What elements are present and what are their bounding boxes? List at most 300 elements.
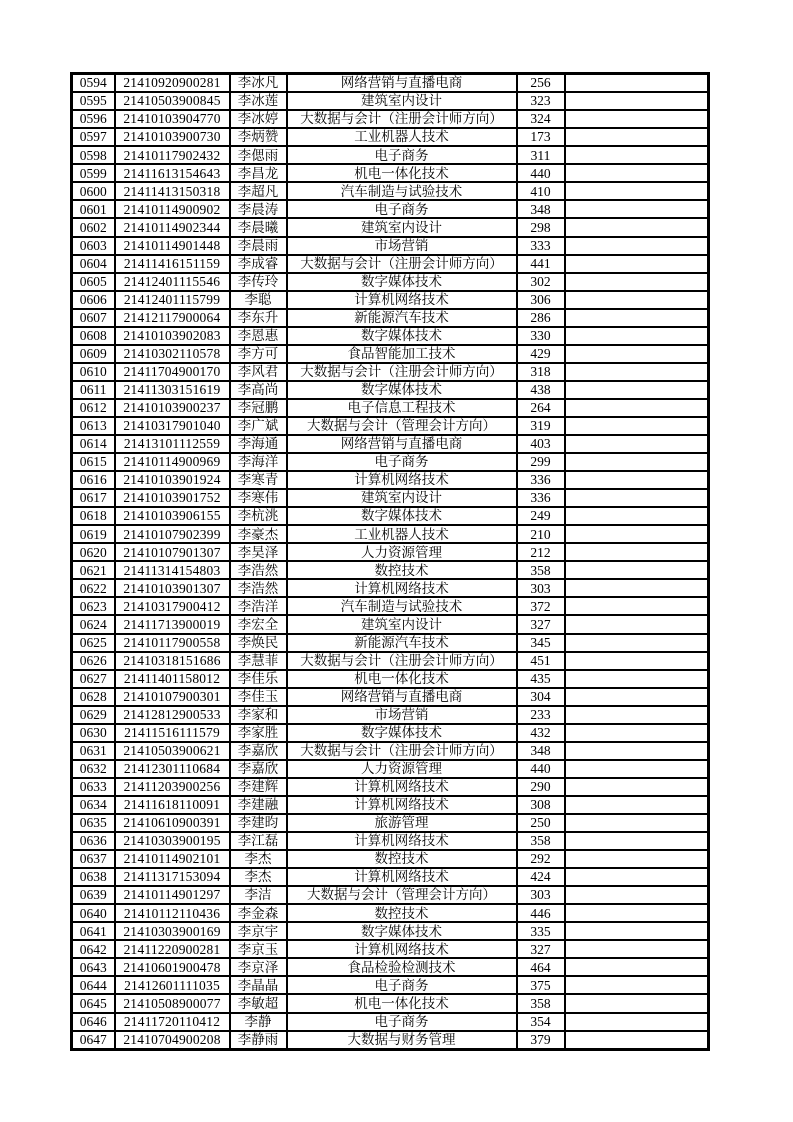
- cell-blank: [565, 345, 709, 363]
- table-row: [72, 904, 709, 922]
- cell-id: 21410114901297: [115, 886, 230, 904]
- cell-id: 21410704900208: [115, 1031, 230, 1050]
- cell-id: 21411713900019: [115, 615, 230, 633]
- cell-id: 21410317901040: [115, 417, 230, 435]
- cell-score: 302: [517, 273, 565, 291]
- cell-seq: 0600: [72, 182, 115, 200]
- cell-id: 21411220900281: [115, 940, 230, 958]
- cell-score: 249: [517, 507, 565, 525]
- cell-score: 173: [517, 128, 565, 146]
- cell-blank: [565, 237, 709, 255]
- cell-score: 348: [517, 200, 565, 218]
- cell-id: 21410103900237: [115, 399, 230, 417]
- cell-major: 数字媒体技术: [287, 507, 517, 525]
- table-row: [72, 1031, 709, 1050]
- cell-blank: [565, 507, 709, 525]
- cell-name: 李金森: [230, 904, 287, 922]
- cell-blank: [565, 634, 709, 652]
- cell-seq: 0611: [72, 381, 115, 399]
- cell-seq: 0626: [72, 652, 115, 670]
- cell-seq: 0640: [72, 904, 115, 922]
- cell-score: 330: [517, 327, 565, 345]
- cell-id: 21411416151159: [115, 255, 230, 273]
- cell-name: 李杰: [230, 850, 287, 868]
- cell-major: 建筑室内设计: [287, 92, 517, 110]
- cell-name: 李冰凡: [230, 74, 287, 93]
- table-row: [72, 940, 709, 958]
- cell-id: 21410103902083: [115, 327, 230, 345]
- cell-id: 21410317900412: [115, 597, 230, 615]
- cell-name: 李传玲: [230, 273, 287, 291]
- cell-major: 计算机网络技术: [287, 778, 517, 796]
- cell-seq: 0628: [72, 688, 115, 706]
- cell-id: 21410107902399: [115, 525, 230, 543]
- cell-major: 人力资源管理: [287, 543, 517, 561]
- cell-name: 李佳玉: [230, 688, 287, 706]
- cell-name: 李京宇: [230, 922, 287, 940]
- cell-seq: 0610: [72, 363, 115, 381]
- cell-blank: [565, 525, 709, 543]
- cell-id: 21411613154643: [115, 164, 230, 182]
- cell-seq: 0634: [72, 796, 115, 814]
- cell-major: 旅游管理: [287, 814, 517, 832]
- cell-seq: 0602: [72, 218, 115, 236]
- cell-major: 大数据与会计（注册会计师方向）: [287, 652, 517, 670]
- cell-blank: [565, 886, 709, 904]
- cell-id: 21411618110091: [115, 796, 230, 814]
- table-row: [72, 164, 709, 182]
- cell-id: 21412401115546: [115, 273, 230, 291]
- cell-score: 324: [517, 110, 565, 128]
- cell-name: 李晨曦: [230, 218, 287, 236]
- cell-seq: 0632: [72, 760, 115, 778]
- cell-id: 21411516111579: [115, 724, 230, 742]
- cell-id: 21410302110578: [115, 345, 230, 363]
- table-row: [72, 994, 709, 1012]
- cell-seq: 0613: [72, 417, 115, 435]
- cell-score: 304: [517, 688, 565, 706]
- cell-seq: 0625: [72, 634, 115, 652]
- cell-blank: [565, 868, 709, 886]
- cell-blank: [565, 850, 709, 868]
- cell-major: 电子商务: [287, 1013, 517, 1031]
- cell-score: 403: [517, 435, 565, 453]
- cell-id: 21412301110684: [115, 760, 230, 778]
- table-row: [72, 128, 709, 146]
- cell-id: 21410117902432: [115, 146, 230, 164]
- cell-seq: 0614: [72, 435, 115, 453]
- cell-name: 李嘉欣: [230, 742, 287, 760]
- cell-blank: [565, 200, 709, 218]
- cell-blank: [565, 940, 709, 958]
- cell-score: 233: [517, 706, 565, 724]
- cell-seq: 0644: [72, 976, 115, 994]
- cell-score: 424: [517, 868, 565, 886]
- cell-blank: [565, 958, 709, 976]
- cell-major: 数字媒体技术: [287, 724, 517, 742]
- cell-id: 21410601900478: [115, 958, 230, 976]
- cell-name: 李晨涛: [230, 200, 287, 218]
- cell-seq: 0623: [72, 597, 115, 615]
- cell-major: 电子商务: [287, 200, 517, 218]
- table-row: [72, 218, 709, 236]
- cell-score: 308: [517, 796, 565, 814]
- cell-blank: [565, 615, 709, 633]
- cell-name: 李方可: [230, 345, 287, 363]
- cell-seq: 0616: [72, 471, 115, 489]
- cell-score: 290: [517, 778, 565, 796]
- table-row: [72, 922, 709, 940]
- cell-major: 人力资源管理: [287, 760, 517, 778]
- table-row: [72, 543, 709, 561]
- cell-name: 李高尚: [230, 381, 287, 399]
- table-row: [72, 507, 709, 525]
- cell-seq: 0633: [72, 778, 115, 796]
- cell-name: 李昊泽: [230, 543, 287, 561]
- cell-name: 李海洋: [230, 453, 287, 471]
- cell-seq: 0645: [72, 994, 115, 1012]
- table-row: [72, 74, 709, 93]
- cell-major: 网络营销与直播电商: [287, 74, 517, 93]
- cell-seq: 0646: [72, 1013, 115, 1031]
- cell-major: 大数据与会计（注册会计师方向）: [287, 363, 517, 381]
- cell-name: 李恩惠: [230, 327, 287, 345]
- cell-name: 李浩洋: [230, 597, 287, 615]
- cell-seq: 0629: [72, 706, 115, 724]
- cell-name: 李静雨: [230, 1031, 287, 1050]
- cell-major: 汽车制造与试验技术: [287, 597, 517, 615]
- cell-name: 李广斌: [230, 417, 287, 435]
- cell-seq: 0615: [72, 453, 115, 471]
- cell-major: 市场营销: [287, 237, 517, 255]
- table-row: [72, 146, 709, 164]
- cell-blank: [565, 561, 709, 579]
- cell-major: 新能源汽车技术: [287, 309, 517, 327]
- cell-blank: [565, 309, 709, 327]
- cell-id: 21410508900077: [115, 994, 230, 1012]
- cell-id: 21411413150318: [115, 182, 230, 200]
- cell-score: 327: [517, 940, 565, 958]
- cell-blank: [565, 579, 709, 597]
- cell-name: 李超凡: [230, 182, 287, 200]
- cell-seq: 0612: [72, 399, 115, 417]
- cell-major: 大数据与会计（注册会计师方向）: [287, 110, 517, 128]
- cell-major: 大数据与会计（管理会计方向）: [287, 417, 517, 435]
- cell-score: 292: [517, 850, 565, 868]
- cell-major: 网络营销与直播电商: [287, 688, 517, 706]
- cell-seq: 0636: [72, 832, 115, 850]
- cell-score: 375: [517, 976, 565, 994]
- cell-score: 333: [517, 237, 565, 255]
- cell-name: 李昌龙: [230, 164, 287, 182]
- cell-major: 大数据与会计（注册会计师方向）: [287, 255, 517, 273]
- cell-blank: [565, 922, 709, 940]
- cell-seq: 0639: [72, 886, 115, 904]
- cell-name: 李静: [230, 1013, 287, 1031]
- table-row: [72, 652, 709, 670]
- cell-major: 电子商务: [287, 146, 517, 164]
- cell-major: 计算机网络技术: [287, 868, 517, 886]
- cell-id: 21410114900969: [115, 453, 230, 471]
- table-row: [72, 489, 709, 507]
- cell-id: 21410920900281: [115, 74, 230, 93]
- cell-id: 21413101112559: [115, 435, 230, 453]
- cell-id: 21411317153094: [115, 868, 230, 886]
- cell-name: 李聪: [230, 291, 287, 309]
- cell-blank: [565, 471, 709, 489]
- cell-score: 212: [517, 543, 565, 561]
- cell-major: 大数据与会计（管理会计方向）: [287, 886, 517, 904]
- cell-name: 李冰婷: [230, 110, 287, 128]
- cell-id: 21410503900621: [115, 742, 230, 760]
- cell-seq: 0622: [72, 579, 115, 597]
- cell-seq: 0606: [72, 291, 115, 309]
- cell-name: 李杭洮: [230, 507, 287, 525]
- cell-id: 21410107900301: [115, 688, 230, 706]
- cell-name: 李京泽: [230, 958, 287, 976]
- cell-name: 李冰莲: [230, 92, 287, 110]
- cell-score: 299: [517, 453, 565, 471]
- cell-id: 21410107901307: [115, 543, 230, 561]
- cell-blank: [565, 1031, 709, 1050]
- cell-major: 新能源汽车技术: [287, 634, 517, 652]
- cell-id: 21410103906155: [115, 507, 230, 525]
- cell-major: 网络营销与直播电商: [287, 435, 517, 453]
- table-row: [72, 237, 709, 255]
- cell-blank: [565, 652, 709, 670]
- cell-score: 441: [517, 255, 565, 273]
- cell-id: 21411720110412: [115, 1013, 230, 1031]
- cell-major: 计算机网络技术: [287, 832, 517, 850]
- cell-name: 李佳乐: [230, 670, 287, 688]
- cell-id: 21412812900533: [115, 706, 230, 724]
- cell-blank: [565, 489, 709, 507]
- table-row: [72, 814, 709, 832]
- cell-major: 计算机网络技术: [287, 796, 517, 814]
- cell-blank: [565, 724, 709, 742]
- cell-name: 李成睿: [230, 255, 287, 273]
- cell-name: 李建辉: [230, 778, 287, 796]
- cell-major: 机电一体化技术: [287, 994, 517, 1012]
- cell-blank: [565, 1013, 709, 1031]
- cell-id: 21411401158012: [115, 670, 230, 688]
- cell-score: 440: [517, 760, 565, 778]
- table-row: [72, 976, 709, 994]
- cell-score: 210: [517, 525, 565, 543]
- cell-score: 358: [517, 561, 565, 579]
- cell-major: 建筑室内设计: [287, 615, 517, 633]
- cell-major: 数字媒体技术: [287, 381, 517, 399]
- cell-id: 21410112110436: [115, 904, 230, 922]
- cell-score: 327: [517, 615, 565, 633]
- cell-blank: [565, 182, 709, 200]
- cell-blank: [565, 110, 709, 128]
- cell-score: 336: [517, 471, 565, 489]
- table-row: [72, 255, 709, 273]
- cell-seq: 0631: [72, 742, 115, 760]
- score-table-body: [72, 74, 709, 1050]
- cell-id: 21411704900170: [115, 363, 230, 381]
- cell-name: 李焕民: [230, 634, 287, 652]
- cell-blank: [565, 417, 709, 435]
- cell-blank: [565, 760, 709, 778]
- table-row: [72, 417, 709, 435]
- cell-id: 21410103901752: [115, 489, 230, 507]
- cell-blank: [565, 832, 709, 850]
- cell-blank: [565, 670, 709, 688]
- cell-id: 21410610900391: [115, 814, 230, 832]
- cell-score: 429: [517, 345, 565, 363]
- cell-seq: 0624: [72, 615, 115, 633]
- cell-seq: 0643: [72, 958, 115, 976]
- cell-major: 数字媒体技术: [287, 922, 517, 940]
- cell-seq: 0598: [72, 146, 115, 164]
- cell-blank: [565, 994, 709, 1012]
- cell-name: 李建昀: [230, 814, 287, 832]
- table-row: [72, 597, 709, 615]
- cell-score: 372: [517, 597, 565, 615]
- cell-name: 李浩然: [230, 561, 287, 579]
- cell-seq: 0642: [72, 940, 115, 958]
- cell-score: 446: [517, 904, 565, 922]
- table-row: [72, 1013, 709, 1031]
- cell-blank: [565, 597, 709, 615]
- cell-score: 440: [517, 164, 565, 182]
- cell-name: 李偲雨: [230, 146, 287, 164]
- cell-major: 数字媒体技术: [287, 327, 517, 345]
- table-row: [72, 796, 709, 814]
- cell-name: 李家和: [230, 706, 287, 724]
- cell-score: 336: [517, 489, 565, 507]
- cell-id: 21410114900902: [115, 200, 230, 218]
- cell-id: 21410103904770: [115, 110, 230, 128]
- cell-score: 319: [517, 417, 565, 435]
- cell-name: 李冠鹏: [230, 399, 287, 417]
- cell-score: 410: [517, 182, 565, 200]
- cell-blank: [565, 74, 709, 93]
- cell-major: 机电一体化技术: [287, 670, 517, 688]
- cell-name: 李晶晶: [230, 976, 287, 994]
- table-row: [72, 615, 709, 633]
- cell-name: 李风君: [230, 363, 287, 381]
- cell-id: 21412601111035: [115, 976, 230, 994]
- cell-id: 21412401115799: [115, 291, 230, 309]
- table-row: [72, 453, 709, 471]
- cell-major: 计算机网络技术: [287, 579, 517, 597]
- cell-score: 264: [517, 399, 565, 417]
- cell-seq: 0637: [72, 850, 115, 868]
- cell-id: 21410114902101: [115, 850, 230, 868]
- cell-major: 大数据与财务管理: [287, 1031, 517, 1050]
- cell-name: 李洁: [230, 886, 287, 904]
- cell-blank: [565, 218, 709, 236]
- cell-major: 数字媒体技术: [287, 273, 517, 291]
- cell-blank: [565, 164, 709, 182]
- table-row: [72, 381, 709, 399]
- cell-major: 计算机网络技术: [287, 291, 517, 309]
- cell-blank: [565, 128, 709, 146]
- cell-id: 21410303900169: [115, 922, 230, 940]
- table-row: [72, 327, 709, 345]
- table-row: [72, 742, 709, 760]
- cell-major: 工业机器人技术: [287, 525, 517, 543]
- table-row: [72, 92, 709, 110]
- cell-seq: 0627: [72, 670, 115, 688]
- cell-id: 21410103900730: [115, 128, 230, 146]
- cell-blank: [565, 363, 709, 381]
- cell-score: 464: [517, 958, 565, 976]
- cell-id: 21410503900845: [115, 92, 230, 110]
- table-row: [72, 958, 709, 976]
- cell-major: 汽车制造与试验技术: [287, 182, 517, 200]
- table-row: [72, 832, 709, 850]
- cell-seq: 0618: [72, 507, 115, 525]
- cell-name: 李敏超: [230, 994, 287, 1012]
- cell-blank: [565, 742, 709, 760]
- cell-blank: [565, 92, 709, 110]
- cell-score: 358: [517, 994, 565, 1012]
- cell-seq: 0630: [72, 724, 115, 742]
- cell-blank: [565, 399, 709, 417]
- cell-major: 建筑室内设计: [287, 489, 517, 507]
- cell-seq: 0604: [72, 255, 115, 273]
- cell-seq: 0617: [72, 489, 115, 507]
- cell-blank: [565, 435, 709, 453]
- cell-blank: [565, 273, 709, 291]
- table-row: [72, 579, 709, 597]
- cell-blank: [565, 814, 709, 832]
- cell-seq: 0605: [72, 273, 115, 291]
- cell-major: 电子商务: [287, 976, 517, 994]
- cell-major: 电子信息工程技术: [287, 399, 517, 417]
- cell-major: 食品检验检测技术: [287, 958, 517, 976]
- cell-seq: 0599: [72, 164, 115, 182]
- cell-score: 311: [517, 146, 565, 164]
- cell-name: 李宏全: [230, 615, 287, 633]
- cell-score: 306: [517, 291, 565, 309]
- cell-seq: 0608: [72, 327, 115, 345]
- cell-blank: [565, 904, 709, 922]
- table-row: [72, 399, 709, 417]
- cell-id: 21411314154803: [115, 561, 230, 579]
- table-row: [72, 435, 709, 453]
- cell-id: 21410117900558: [115, 634, 230, 652]
- cell-seq: 0594: [72, 74, 115, 93]
- cell-name: 李晨雨: [230, 237, 287, 255]
- cell-seq: 0641: [72, 922, 115, 940]
- cell-blank: [565, 688, 709, 706]
- cell-seq: 0620: [72, 543, 115, 561]
- cell-seq: 0647: [72, 1031, 115, 1050]
- cell-blank: [565, 146, 709, 164]
- cell-score: 435: [517, 670, 565, 688]
- cell-seq: 0596: [72, 110, 115, 128]
- cell-major: 机电一体化技术: [287, 164, 517, 182]
- cell-name: 李慧菲: [230, 652, 287, 670]
- cell-id: 21410114902344: [115, 218, 230, 236]
- cell-score: 318: [517, 363, 565, 381]
- cell-blank: [565, 706, 709, 724]
- cell-seq: 0638: [72, 868, 115, 886]
- table-row: [72, 868, 709, 886]
- table-row: [72, 291, 709, 309]
- cell-major: 市场营销: [287, 706, 517, 724]
- cell-seq: 0607: [72, 309, 115, 327]
- cell-name: 李寒青: [230, 471, 287, 489]
- cell-id: 21411303151619: [115, 381, 230, 399]
- cell-blank: [565, 796, 709, 814]
- cell-major: 数控技术: [287, 561, 517, 579]
